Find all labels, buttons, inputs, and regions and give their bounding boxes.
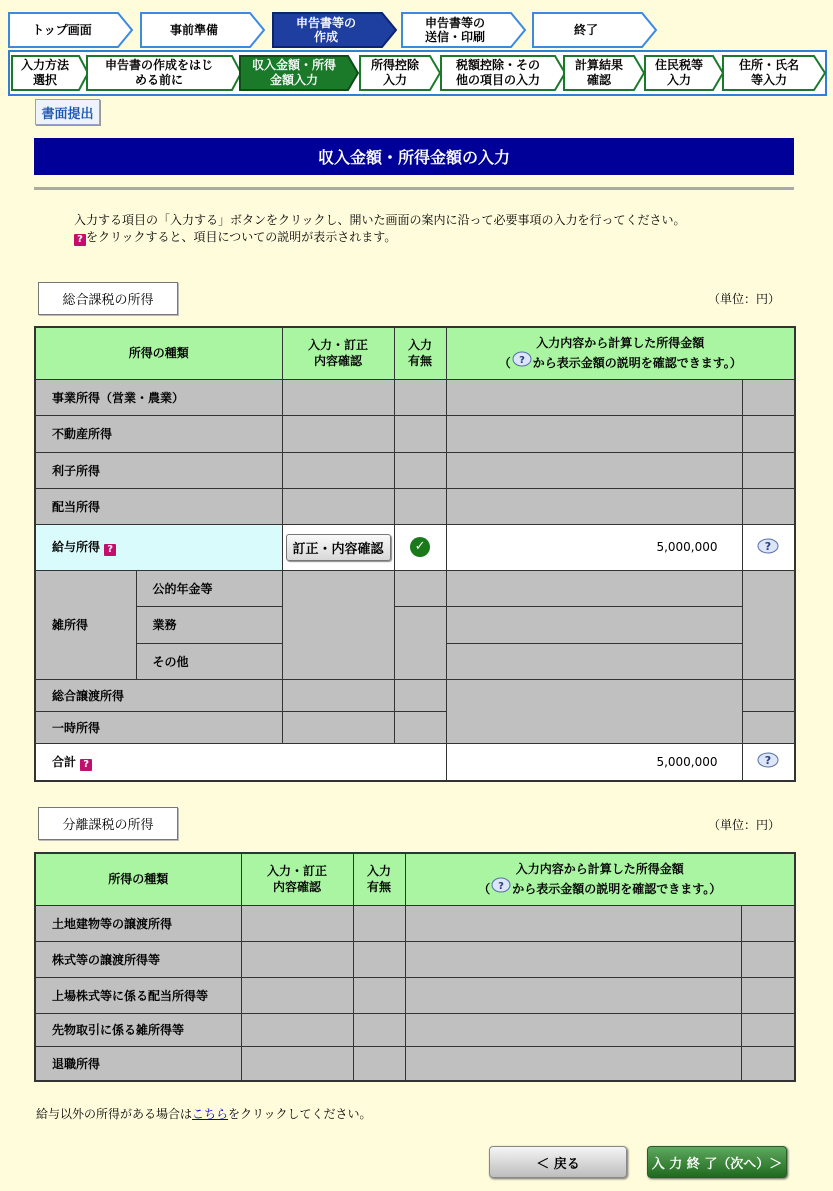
header-amount: 入力内容から計算した所得金額 （ ? から表示金額の説明を確認できます。） [405, 853, 795, 905]
step-top-create[interactable] [272, 12, 394, 48]
header-has [394, 327, 446, 379]
cell [405, 1046, 741, 1081]
cell [353, 1013, 405, 1046]
row-label-futures: 先物取引に係る雑所得等 [35, 1013, 241, 1046]
total-label: 合計 [52, 754, 77, 769]
row-label-total [35, 743, 446, 781]
cell [741, 1046, 795, 1081]
row-label-misc-other: その他 [136, 643, 282, 679]
cell [742, 488, 795, 524]
table-header-row [35, 853, 795, 905]
step-label: トップ画面 [32, 23, 92, 37]
cell [405, 941, 741, 977]
table-row [35, 679, 795, 711]
svg-text:?: ? [765, 754, 772, 768]
table-row [35, 488, 795, 524]
cell [282, 452, 394, 488]
title-divider [34, 187, 794, 190]
page-title: 収入金額・所得金額の入力 [34, 138, 794, 175]
substep-income[interactable] [239, 55, 357, 91]
substep-taxcredit[interactable] [440, 55, 564, 91]
step-top-top[interactable] [8, 12, 130, 48]
cell [394, 570, 446, 606]
cell [394, 679, 446, 711]
salary-confirm-button[interactable]: 訂正・内容確認 [286, 534, 391, 561]
cell [394, 379, 446, 415]
substep-label: 入力方法 選択 [20, 58, 69, 87]
cell [353, 1046, 405, 1081]
substep-deduction[interactable] [359, 55, 439, 91]
table-row [35, 905, 795, 941]
finish-next-button[interactable]: 入 力 終 了（次へ）＞ [647, 1146, 787, 1178]
separate-section-label: 分離課税の所得 [38, 807, 178, 840]
step-label: 終了 [573, 23, 598, 37]
header-confirm [282, 327, 394, 379]
cell [282, 488, 394, 524]
cell [405, 977, 741, 1013]
help-bubble-icon[interactable] [757, 538, 779, 554]
substep-label: 住民税等 入力 [654, 58, 703, 87]
cell [394, 711, 446, 743]
cell [742, 679, 795, 711]
row-label-land: 土地建物等の譲渡所得 [35, 905, 241, 941]
step-label: 申告書等の 作成 [295, 16, 356, 44]
cell [394, 415, 446, 452]
header-has-2: 有無 [366, 880, 391, 895]
header-type: 所得の種類 [35, 853, 241, 905]
step-label: 申告書等の 送信・印刷 [424, 16, 485, 44]
cell [741, 941, 795, 977]
general-unit: （単位：円） [708, 292, 781, 306]
substep-before[interactable] [86, 55, 240, 91]
back-button[interactable]: ＜ 戻る [489, 1146, 627, 1178]
cell [282, 711, 394, 743]
salary-amount: 5,000,000 [446, 524, 742, 570]
substep-label: 税額控除・その 他の項目の入力 [455, 58, 540, 87]
cell [741, 905, 795, 941]
header-confirm [241, 853, 353, 905]
cell [446, 452, 742, 488]
row-label-interest: 利子所得 [35, 452, 282, 488]
substep-label: 計算結果 確認 [574, 58, 623, 87]
cell [742, 570, 795, 679]
cell [282, 679, 394, 711]
cell [446, 643, 742, 679]
header-confirm-2: 内容確認 [272, 880, 321, 895]
table-row [35, 977, 795, 1013]
table-row [35, 1046, 795, 1081]
substep-address[interactable] [722, 55, 824, 91]
footer-note-pre: 給与以外の所得がある場合は [36, 1107, 193, 1121]
cell [446, 415, 742, 452]
cell [241, 1013, 353, 1046]
cell [353, 905, 405, 941]
cell [446, 606, 742, 643]
svg-text:?: ? [765, 539, 772, 553]
cell [446, 379, 742, 415]
header-confirm-1: 入力・訂正 [308, 338, 369, 353]
header-amount-1: 入力内容から計算した所得金額 [536, 336, 705, 351]
row-label-realestate: 不動産所得 [35, 415, 282, 452]
cell [394, 452, 446, 488]
table-row [35, 941, 795, 977]
check-icon: ✓ [410, 537, 430, 557]
substep-result[interactable] [563, 55, 643, 91]
other-income-link[interactable]: こちら [192, 1107, 229, 1121]
row-label-listed-dividend: 上場株式等に係る配当所得等 [35, 977, 241, 1013]
substep-method[interactable] [11, 55, 87, 91]
svg-text:?: ? [518, 355, 525, 367]
salary-label: 給与所得 [52, 540, 101, 554]
substep-label: 申告書の作成をはじ める前に [104, 58, 213, 87]
cell [741, 1013, 795, 1046]
cell [241, 941, 353, 977]
help-icon[interactable]: ? [104, 544, 116, 556]
cell [241, 905, 353, 941]
row-label-misc-work: 業務 [136, 606, 282, 643]
row-label-transfer: 総合譲渡所得 [35, 679, 282, 711]
cell [742, 452, 795, 488]
cell [742, 743, 795, 781]
header-amount-2: から表示金額の説明を確認できます。） [512, 882, 722, 897]
row-label-business: 事業所得（営業・農業） [35, 379, 282, 415]
table-row [35, 606, 795, 643]
header-amount-2: から表示金額の説明を確認できます。） [532, 356, 742, 371]
substep-label: 所得控除 入力 [370, 58, 419, 87]
row-label-retirement: 退職所得 [35, 1046, 241, 1081]
cell [282, 379, 394, 415]
step-top-prepare[interactable] [140, 12, 262, 48]
table-row [35, 1013, 795, 1046]
header-has-1: 入力 [408, 338, 433, 353]
cell [241, 977, 353, 1013]
cell [353, 941, 405, 977]
cell [446, 488, 742, 524]
cell [741, 977, 795, 1013]
general-income-table [34, 326, 796, 782]
cell [282, 524, 394, 570]
header-amount: 入力内容から計算した所得金額 （ ? から表示金額の説明を確認できます。） [446, 327, 795, 379]
intro-text [74, 212, 686, 246]
header-confirm-2: 内容確認 [314, 354, 363, 369]
step-top-send[interactable] [401, 12, 523, 48]
help-icon: ? [74, 234, 86, 246]
row-label-dividend: 配当所得 [35, 488, 282, 524]
header-type: 所得の種類 [35, 327, 282, 379]
general-section-label: 総合課税の所得 [38, 282, 178, 315]
cell [405, 905, 741, 941]
header-has [353, 853, 405, 905]
row-label-temporary: 一時所得 [35, 711, 282, 743]
help-icon[interactable]: ? [80, 759, 92, 771]
cell [394, 606, 446, 679]
table-row [35, 379, 795, 415]
cell [241, 1046, 353, 1081]
substep-label: 収入金額・所得 金額入力 [251, 58, 336, 87]
separate-unit: （単位：円） [708, 818, 781, 832]
cell [405, 1013, 741, 1046]
document-submit-tab[interactable]: 書面提出 [35, 99, 100, 125]
help-bubble-icon[interactable] [757, 752, 779, 768]
substep-resident[interactable] [644, 55, 722, 91]
cell [394, 524, 446, 570]
help-bubble-icon [490, 877, 512, 893]
cell [282, 415, 394, 452]
table-row-salary [35, 524, 795, 570]
cell [742, 524, 795, 570]
cell [446, 570, 742, 606]
footer-note-post: をクリックしてください。 [228, 1107, 372, 1121]
cell [394, 488, 446, 524]
table-row-total [35, 743, 795, 781]
step-label: 事前準備 [169, 23, 218, 37]
cell [742, 415, 795, 452]
intro-line-2-text: をクリックすると、項目についての説明が表示されます。 [86, 230, 397, 244]
cell [742, 711, 795, 743]
table-row [35, 452, 795, 488]
row-label-salary [35, 524, 282, 570]
intro-line-1: 入力する項目の「入力する」ボタンをクリックし、開いた画面の案内に沿って必要事項の入力を行ってください。 [74, 213, 686, 227]
header-confirm-1: 入力・訂正 [266, 864, 327, 879]
table-header-row [35, 327, 795, 379]
cell [742, 379, 795, 415]
row-label-misc: 雑所得 [35, 570, 136, 679]
header-amount-1: 入力内容から計算した所得金額 [515, 862, 684, 877]
total-amount: 5,000,000 [446, 743, 742, 781]
substep-label: 住所・氏名 等入力 [738, 58, 799, 87]
cell [353, 977, 405, 1013]
intro-line-2 [74, 229, 686, 246]
svg-text:?: ? [498, 881, 505, 893]
separate-income-table [34, 852, 796, 1082]
row-label-stocks: 株式等の譲渡所得等 [35, 941, 241, 977]
header-has-2: 有無 [408, 354, 433, 369]
footer-note [36, 1105, 372, 1122]
cell [282, 570, 394, 679]
help-bubble-icon [511, 351, 533, 367]
header-has-1: 入力 [366, 864, 391, 879]
table-row [35, 415, 795, 452]
row-label-misc-pension: 公的年金等 [136, 570, 282, 606]
table-row [35, 570, 795, 606]
cell [446, 679, 742, 743]
step-top-end[interactable] [532, 12, 654, 48]
